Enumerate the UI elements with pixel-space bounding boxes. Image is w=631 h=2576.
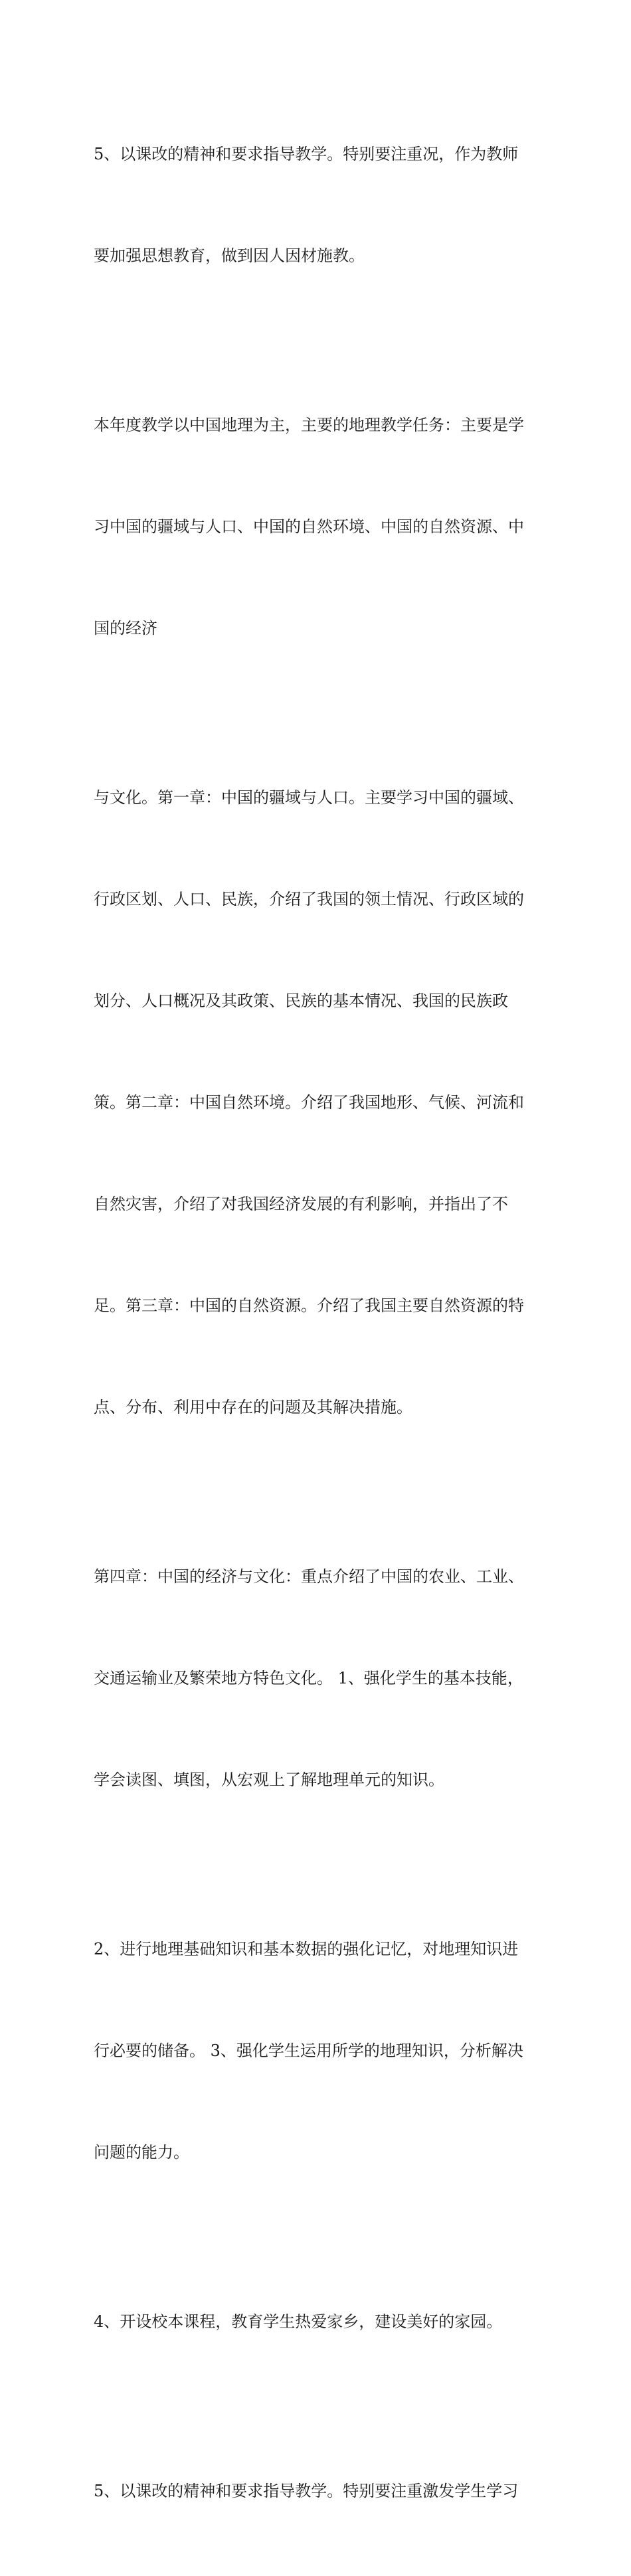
paragraph-1 [94, 70, 545, 341]
text-line: 交通运输业及繁荣地方特色文化。 1、强化学生的基本技能， [94, 1669, 523, 1687]
text-line: 行必要的储备。 3、强化学生运用所学的地理知识，分析解决 [94, 2041, 523, 2060]
text-line: 4、开设校本课程，教育学生热爱家乡，建设美好的家园。 [94, 2312, 503, 2331]
text-line: 划分、人口概况及其政策、民族的基本情况、我国的民族政 [94, 991, 508, 1010]
text-line: 点、分布、利用中存在的问题及其解决措施。 [94, 1398, 412, 1417]
text-line: 与文化。第一章：中国的疆域与人口。主要学习中国的疆域、 [94, 788, 524, 807]
text-line: 5、以课改的精神和要求指导教学。特别要注重激发学生学习 [94, 2482, 519, 2500]
paragraph-7 [94, 2407, 545, 2576]
text-line: 学会读图、填图，从宏观上了解地理单元的知识。 [94, 1770, 444, 1789]
text-line: 习中国的疆域与人口、中国的自然环境、中国的自然资源、中 [94, 517, 524, 536]
text-line: 第四章：中国的经济与文化：重点介绍了中国的农业、工业、 [94, 1567, 524, 1586]
text-line: 自然灾害，介绍了对我国经济发展的有利影响，并指出了不 [94, 1195, 508, 1213]
paragraph-2 [94, 341, 545, 713]
text-line: 足。第三章：中国的自然资源。介绍了我国主要自然资源的特 [94, 1296, 524, 1315]
text-line: 要加强思想教育，做到因人因材施教。 [94, 246, 365, 265]
paragraph-6 [94, 2237, 545, 2407]
text-line: 问题的能力。 [94, 2143, 189, 2162]
text-line: 国的经济 [94, 619, 157, 638]
text-line: 行政区划、人口、民族，介绍了我国的领土情况、行政区域的 [94, 890, 524, 908]
paragraph-3 [94, 713, 545, 1492]
paragraph-5 [94, 1865, 545, 2237]
text-line: 2、进行地理基础知识和基本数据的强化记忆，对地理知识进 [94, 1940, 519, 1958]
text-line: 5、以课改的精神和要求指导教学。特别要注重况，作为教师 [94, 145, 519, 163]
text-line: 本年度教学以中国地理为主，主要的地理教学任务：主要是学 [94, 416, 524, 434]
paragraph-4 [94, 1492, 545, 1865]
text-line: 策。第二章：中国自然环境。介绍了我国地形、气候、河流和 [94, 1093, 524, 1112]
document-body [94, 70, 545, 2576]
